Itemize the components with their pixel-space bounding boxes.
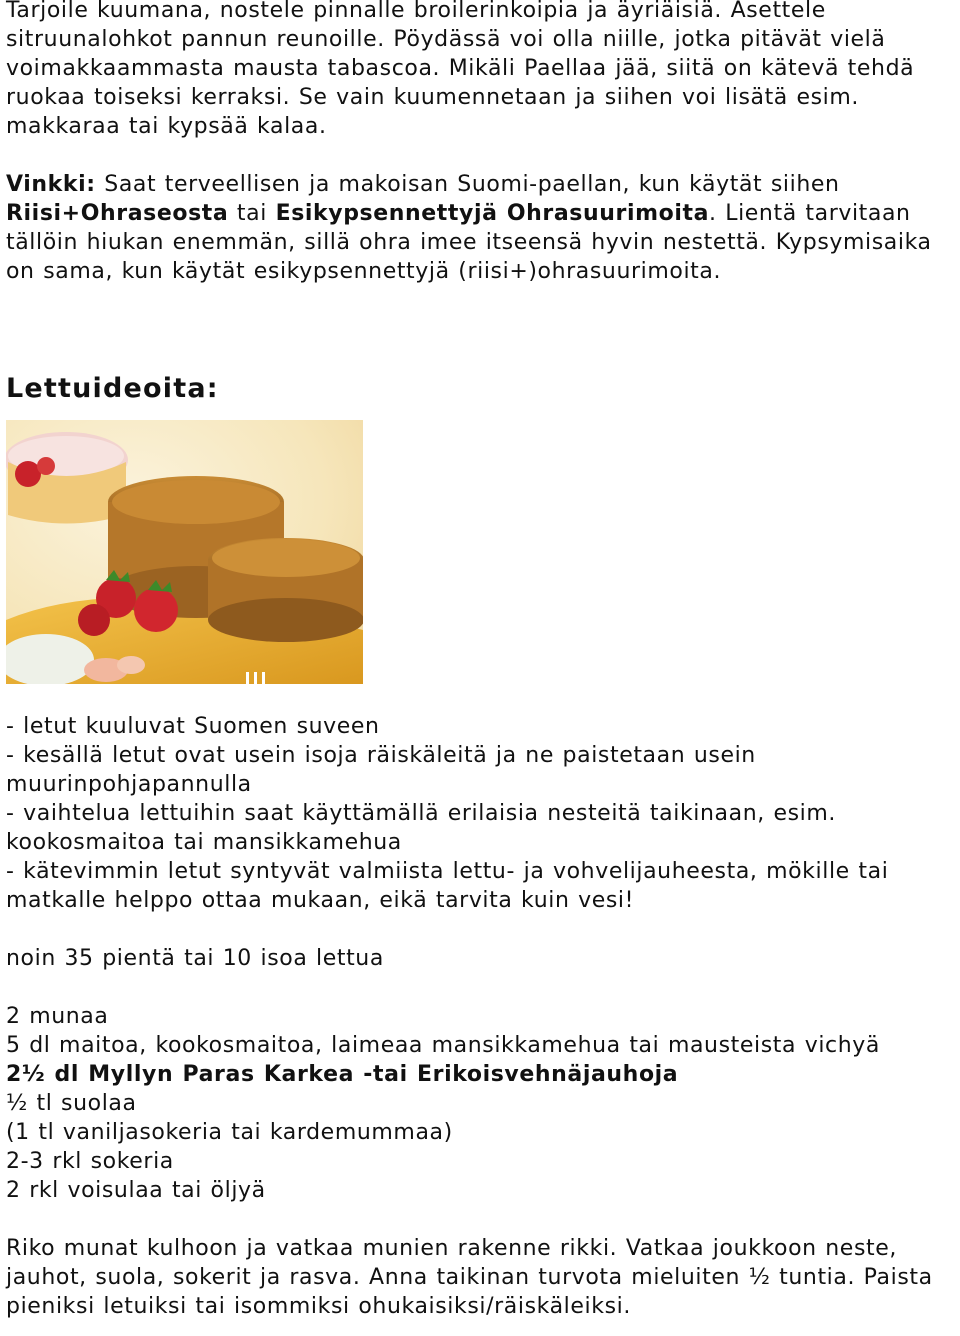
ingredient: 2 rkl voisulaa tai öljyä xyxy=(6,1178,266,1203)
pancakes-photo xyxy=(6,420,363,684)
ingredients-list xyxy=(6,1002,956,1205)
tip-product-rice-barley: Riisi+Ohraseosta xyxy=(6,201,229,226)
tip-paragraph xyxy=(6,170,956,286)
tip-text-2: tai xyxy=(228,201,276,226)
ingredient: (1 tl vaniljasokeria tai kardemummaa) xyxy=(6,1120,453,1145)
tip-product-barley-groats: Esikypsennettyjä Ohrasuurimoita xyxy=(275,201,710,226)
ingredient: ½ tl suolaa xyxy=(6,1091,137,1116)
strawberry xyxy=(134,588,178,632)
method-paragraph: Riko munat kulhoon ja vatkaa munien rakenne rikki. Vatkaa joukkoon neste, jauhot, suola, sokerit ja rasva. Anna taikinan turvota mieluiten ½ tuntia. Paista pieniksi letuiksi tai isommiksi ohukaisiksi/räiskäleiksi. xyxy=(6,1236,933,1319)
section-heading: Lettuideoita: xyxy=(6,373,219,404)
ingredient: 2-3 rkl sokeria xyxy=(6,1149,174,1174)
tip-label: Vinkki: xyxy=(6,172,96,197)
list-item: - vaihtelua lettuihin saat käyttämällä erilaisia nesteitä taikinaan, esim. kookosmaitoa tai mansikkamehua xyxy=(6,801,836,855)
strawberry xyxy=(78,604,110,636)
recipe-yield: noin 35 pientä tai 10 isoa lettua xyxy=(6,946,384,971)
recipe-page xyxy=(6,0,956,1321)
ingredient: 2 munaa xyxy=(6,1004,109,1029)
list-item: - kätevimmin letut syntyvät valmiista lettu- ja vohvelijauheesta, mökille tai matkalle helppo ottaa mukaan, eikä tarvita kuin vesi! xyxy=(6,859,889,913)
ingredient: 2½ dl Myllyn Paras Karkea -tai Erikoisvehnäjauhoja xyxy=(6,1062,679,1087)
tip-text-1: Saat terveellisen ja makoisan Suomi-paellan, kun käytät siihen xyxy=(95,172,840,197)
tips-list xyxy=(6,712,956,915)
list-item: - letut kuuluvat Suomen suveen xyxy=(6,714,380,739)
list-item: - kesällä letut ovat usein isoja räiskäleitä ja ne paistetaan usein muurinpohjapannulla xyxy=(6,743,756,797)
tip-text-3: . Lientä tarvitaan tällöin hiukan enemmän, sillä ohra imee itseensä hyvin nestettä. Kypsymisaika on sama, kun käytät esikypsennettyjä (riisi+)ohrasuurimoita. xyxy=(6,201,932,284)
intro-paragraph: Tarjoile kuumana, nostele pinnalle broilerinkoipia ja äyriäisiä. Asettele sitruunalohkot pannun reunoille. Pöydässä voi olla niille, jotka pitävät vielä voimakkaammasta mausta tabascoa. Mikäli Paellaa jää, siitä on kätevä tehdä ruokaa toiseksi kerraksi. Se vain kuumennetaan ja siihen voi lisätä esim. makkaraa tai kypsää kalaa. xyxy=(6,0,915,139)
ingredient: 5 dl maitoa, kookosmaitoa, laimeaa mansikkamehua tai mausteista vichyä xyxy=(6,1033,880,1058)
